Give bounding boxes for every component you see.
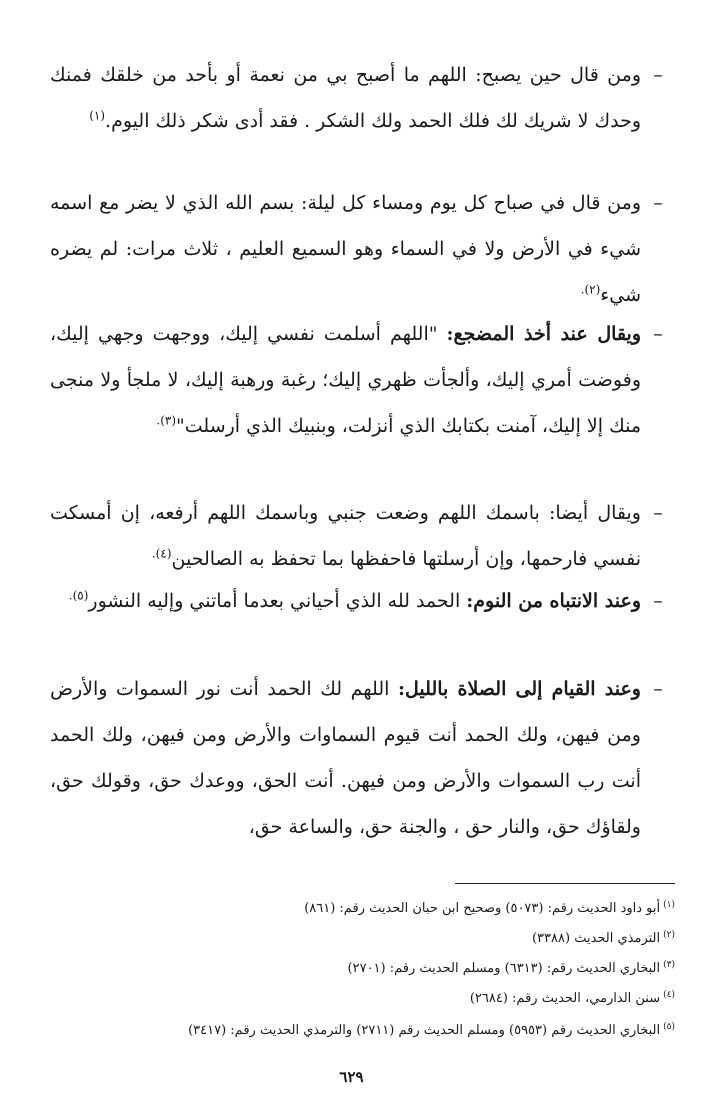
entry-text: وعند الانتباه من النوم: الحمد لله الذي أحياني بعدما أماتني وإليه النشور$^{(٥).}$ (68, 588, 641, 612)
footnote-ref: (٢). (580, 282, 601, 297)
bullet-dash: – (653, 192, 663, 214)
footnote-ref: (٣). (156, 413, 177, 428)
bullet-dash: – (653, 590, 663, 612)
footnote-4: $^{(٤)}$سنن الدارمي، الحديث رقم: (٢٦٨٤) (469, 989, 675, 1006)
bullet-dash: – (653, 64, 663, 86)
bullet-dash: – (653, 502, 663, 524)
bullet-dash: – (653, 678, 663, 700)
footnote-3: $^{(٣)}$البخاري الحديث رقم: (٦٣١٣) ومسلم الحديث رقم: (٢٧٠١) (347, 959, 675, 976)
entry-text: ومن قال في صباح كل يوم ومساء كل ليلة: بسم الله الذي لا يضر مع اسمه شيء في الأرض ولا في السماء وهو السميع العليم ، ثلاث مرات: لم يضره شيء$^{(٢).}$ (50, 192, 641, 306)
footnote-1: $^{(١)}$أبو داود الحديث رقم: (٥٠٧٣) وصحيح ابن حبان الحديث رقم: (٨٦١) (304, 899, 675, 916)
entry-heading: وعند القيام إلى الصلاة بالليل: (398, 678, 641, 700)
footnote-ref: (٤). (151, 546, 172, 561)
entry-bedtime-also (50, 490, 675, 582)
page-number: ٦٢٩ (339, 1068, 364, 1086)
footnote-2: $^{(٢)}$الترمذي الحديث (٣٣٨٨) (531, 929, 675, 946)
entry-text: ومن قال حين يصبح: اللهم ما أصبح بي من نعمة أو بأحد من خلقك فمنك وحدك لا شريك لك فلك الحمد ولك الشكر . فقد أدى شكر ذلك اليوم.$^{(١)}$ (50, 64, 641, 132)
entry-heading: وعند الانتباه من النوم: (466, 590, 641, 612)
bullet-dash: – (653, 323, 663, 345)
entry-morning-evening-protection (50, 180, 675, 318)
entry-morning-gratitude (50, 52, 675, 144)
entry-bedtime (50, 311, 675, 449)
entry-waking-up (50, 578, 675, 624)
footnote-divider (455, 883, 675, 884)
entry-text: ويقال عند أخذ المضجع: "اللهم أسلمت نفسي إليك، ووجهت وجهي إليك، وفوضت أمري إليك، وألجأت ظهري إليك؛ رغبة ورهبة إليك، لا ملجأ ولا منجى منك إلا إليك، آمنت بكتابك الذي أنزلت، وبنبيك الذي أرسلت"$^{(٣).}$ (50, 323, 641, 437)
entry-text: ويقال أيضا: باسمك اللهم وضعت جنبي وباسمك اللهم أرفعه، إن أمسكت نفسي فارحمها، وإن أرسلتها فاحفظها بما تحفظ به الصالحين$^{(٤).}$ (50, 502, 641, 570)
entry-text: وعند القيام إلى الصلاة بالليل: اللهم لك الحمد أنت نور السموات والأرض ومن فيهن، ولك الحمد أنت قيوم السماوات والأرض ومن فيهن، ولك الحمد أنت رب السموات والأرض ومن فيهن. أنت الحق، ووعدك حق، وقولك حق، ولقاؤك حق، والنار حق ، والجنة حق، والساعة حق، (50, 678, 641, 838)
entry-heading: ويقال عند أخذ المضجع: (446, 323, 641, 345)
footnote-ref: (١) (89, 108, 106, 123)
footnote-ref: (٥). (68, 588, 89, 603)
entry-night-prayer (50, 666, 675, 850)
footnote-5: $^{(٥)}$البخاري الحديث رقم (٥٩٥٣) ومسلم الحديث رقم (٢٧١١) والترمذي الحديث رقم: (٣٤١٧) (188, 1021, 675, 1038)
